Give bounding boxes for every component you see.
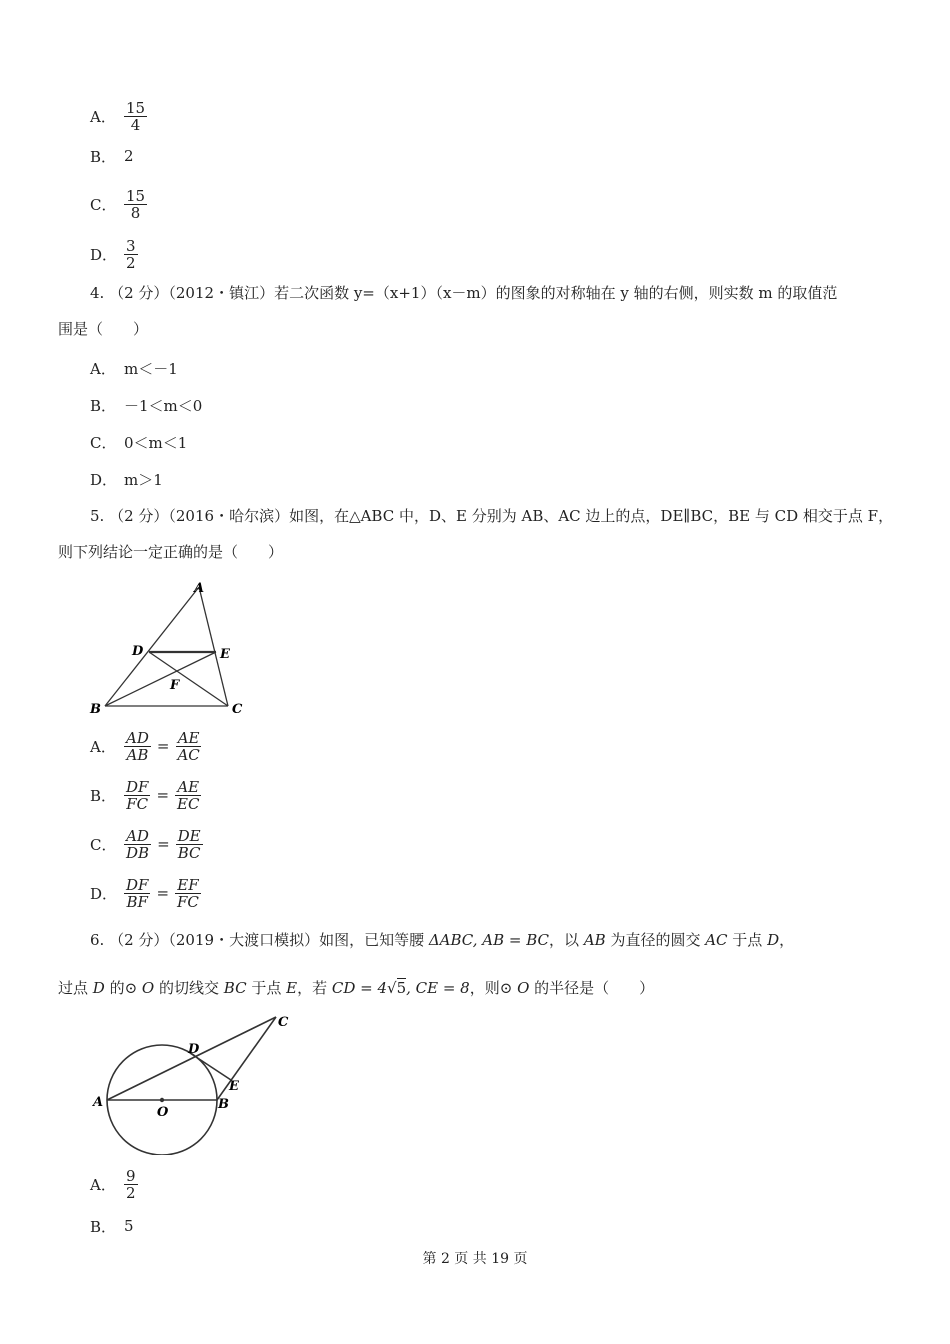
math-expression: ΔABC, AB = BC: [428, 931, 550, 949]
numerator: DF: [126, 777, 149, 796]
option-label: B．: [90, 1217, 117, 1236]
q4-option-d: [90, 461, 163, 497]
question-text: 为直径的圆交: [605, 931, 706, 949]
equals-sign: =: [156, 737, 170, 755]
tangent-de: [190, 1053, 231, 1080]
option-label: C．: [90, 433, 117, 452]
fraction: [124, 779, 150, 812]
question-text: ，以: [549, 931, 584, 949]
radicand: 5: [396, 979, 407, 997]
math-expression: BC: [223, 979, 247, 997]
option-label: B．: [90, 786, 117, 805]
equals-sign: =: [156, 786, 170, 804]
numerator: AD: [126, 826, 149, 845]
denominator: AC: [177, 745, 200, 764]
denominator: AB: [126, 745, 149, 764]
equals-sign: =: [157, 835, 170, 853]
side-ab: [105, 587, 199, 706]
question-6-line-1: [90, 922, 794, 958]
point-label-b: B: [218, 1097, 229, 1112]
option-label: B．: [90, 147, 117, 166]
numerator: AE: [177, 728, 200, 747]
denominator: BC: [177, 843, 201, 862]
option-label: C．: [90, 835, 117, 854]
question-text: 于点: [246, 979, 287, 997]
point-label-e: E: [220, 647, 230, 662]
q4-option-b: [90, 387, 202, 423]
option-text: m＜－1: [124, 359, 178, 378]
denominator: DB: [126, 843, 150, 862]
option-text: －1＜m＜0: [124, 396, 203, 415]
q5-option-a: [90, 728, 202, 764]
numerator: 3: [126, 236, 136, 255]
option-label: A．: [90, 737, 116, 756]
option-label: C．: [90, 195, 117, 214]
math-expression: CD = 4: [331, 979, 387, 997]
q5-option-c: [90, 826, 203, 862]
numerator: 15: [126, 186, 146, 205]
q3-option-a: [90, 98, 147, 134]
center-dot: [160, 1098, 164, 1102]
option-label: A．: [90, 359, 116, 378]
option-text: 5: [124, 1217, 134, 1235]
option-label: A．: [90, 107, 116, 126]
page-footer: 第 2 页 共 19 页: [422, 1251, 528, 1267]
segment-bc: [217, 1017, 276, 1100]
point-label-d: D: [132, 644, 144, 659]
option-label: D．: [90, 884, 118, 903]
question-text: 的切线交: [154, 979, 224, 997]
sqrt-symbol: √: [387, 979, 397, 997]
q6-option-a: [90, 1166, 138, 1202]
fraction: [175, 877, 201, 910]
denominator: 2: [126, 1183, 136, 1202]
denominator: FC: [177, 892, 199, 911]
question-stem-line-2: 围是（ ）: [58, 320, 149, 338]
denominator: FC: [126, 794, 149, 813]
point-label-f: F: [170, 678, 180, 693]
fraction: [124, 100, 147, 133]
question-text: 6. （2 分）（2019・大渡口模拟）如图，已知等腰: [90, 931, 429, 949]
question-text: ，: [779, 931, 795, 949]
fraction: [124, 188, 147, 221]
math-expression: O: [517, 979, 530, 997]
q4-option-a: [90, 350, 178, 386]
option-label: B．: [90, 396, 117, 415]
option-label: D．: [90, 470, 118, 489]
point-label-a: A: [93, 1095, 104, 1110]
q3-option-b: [90, 138, 134, 174]
fraction: [175, 730, 201, 763]
math-expression: , CE = 8: [406, 979, 470, 997]
fraction: [124, 877, 150, 910]
q5-option-b: [90, 777, 201, 813]
denominator: EC: [177, 794, 200, 813]
question-stem-line-1: 5. （2 分）（2016・哈尔滨）如图，在△ABC 中，D、E 分别为 AB、AC 边上的点，DE∥BC，BE 与 CD 相交于点 F，: [90, 507, 894, 525]
question-text: ，若: [297, 979, 332, 997]
segment-ac: [107, 1017, 276, 1100]
question-stem-line-2: 则下列结论一定正确的是（ ）: [58, 543, 284, 561]
numerator: DE: [177, 826, 201, 845]
question-6-line-2: [58, 970, 654, 1006]
fraction: [124, 828, 151, 861]
denominator: 8: [130, 203, 141, 222]
question-4: [58, 275, 898, 347]
q5-option-d: [90, 875, 201, 911]
numerator: DF: [126, 875, 149, 894]
numerator: 9: [126, 1166, 136, 1185]
circle-figure: [90, 1010, 300, 1155]
option-text: 0＜m＜1: [124, 433, 188, 452]
question-5: [58, 498, 898, 570]
numerator: AE: [177, 777, 200, 796]
numerator: EF: [177, 875, 199, 894]
triangle-figure: [80, 575, 255, 725]
question-text: ，则⊙: [469, 979, 518, 997]
point-label-o: O: [157, 1105, 169, 1120]
q6-option-b: [90, 1208, 134, 1244]
option-label: A．: [90, 1175, 116, 1194]
question-stem-line-1: 4. （2 分）（2012・镇江）若二次函数 y=（x+1）（x－m）的图象的对称轴在 y 轴的右侧，则实数 m 的取值范: [90, 284, 838, 302]
math-expression: E: [286, 979, 298, 997]
point-label-e: E: [229, 1079, 239, 1094]
math-expression: D: [92, 979, 105, 997]
question-text: 过点: [58, 979, 93, 997]
fraction: [175, 779, 201, 812]
math-expression: D: [767, 931, 780, 949]
point-label-c: C: [232, 702, 243, 717]
option-text: m＞1: [124, 470, 163, 489]
option-text: 2: [124, 147, 134, 165]
question-text: 的⊙: [104, 979, 142, 997]
fraction: [124, 1168, 138, 1201]
question-text: 于点: [727, 931, 768, 949]
math-expression: AB: [583, 931, 606, 949]
q4-option-c: [90, 424, 187, 460]
point-label-a: A: [194, 581, 205, 596]
option-label: D．: [90, 245, 118, 264]
numerator: AD: [126, 728, 149, 747]
fraction: [176, 828, 203, 861]
numerator: 15: [126, 98, 146, 117]
point-label-c: C: [278, 1015, 289, 1030]
fraction: [124, 238, 138, 271]
denominator: 2: [126, 253, 136, 272]
denominator: 4: [130, 115, 141, 134]
point-label-d: D: [188, 1042, 200, 1057]
question-text: 的半径是（ ）: [529, 979, 655, 997]
q3-option-d: [90, 236, 138, 272]
math-expression: O: [141, 979, 155, 997]
denominator: BF: [126, 892, 148, 911]
q3-option-c: [90, 186, 147, 222]
point-label-b: B: [90, 702, 101, 717]
math-expression: AC: [705, 931, 728, 949]
fraction: [124, 730, 151, 763]
equals-sign: =: [156, 884, 170, 902]
